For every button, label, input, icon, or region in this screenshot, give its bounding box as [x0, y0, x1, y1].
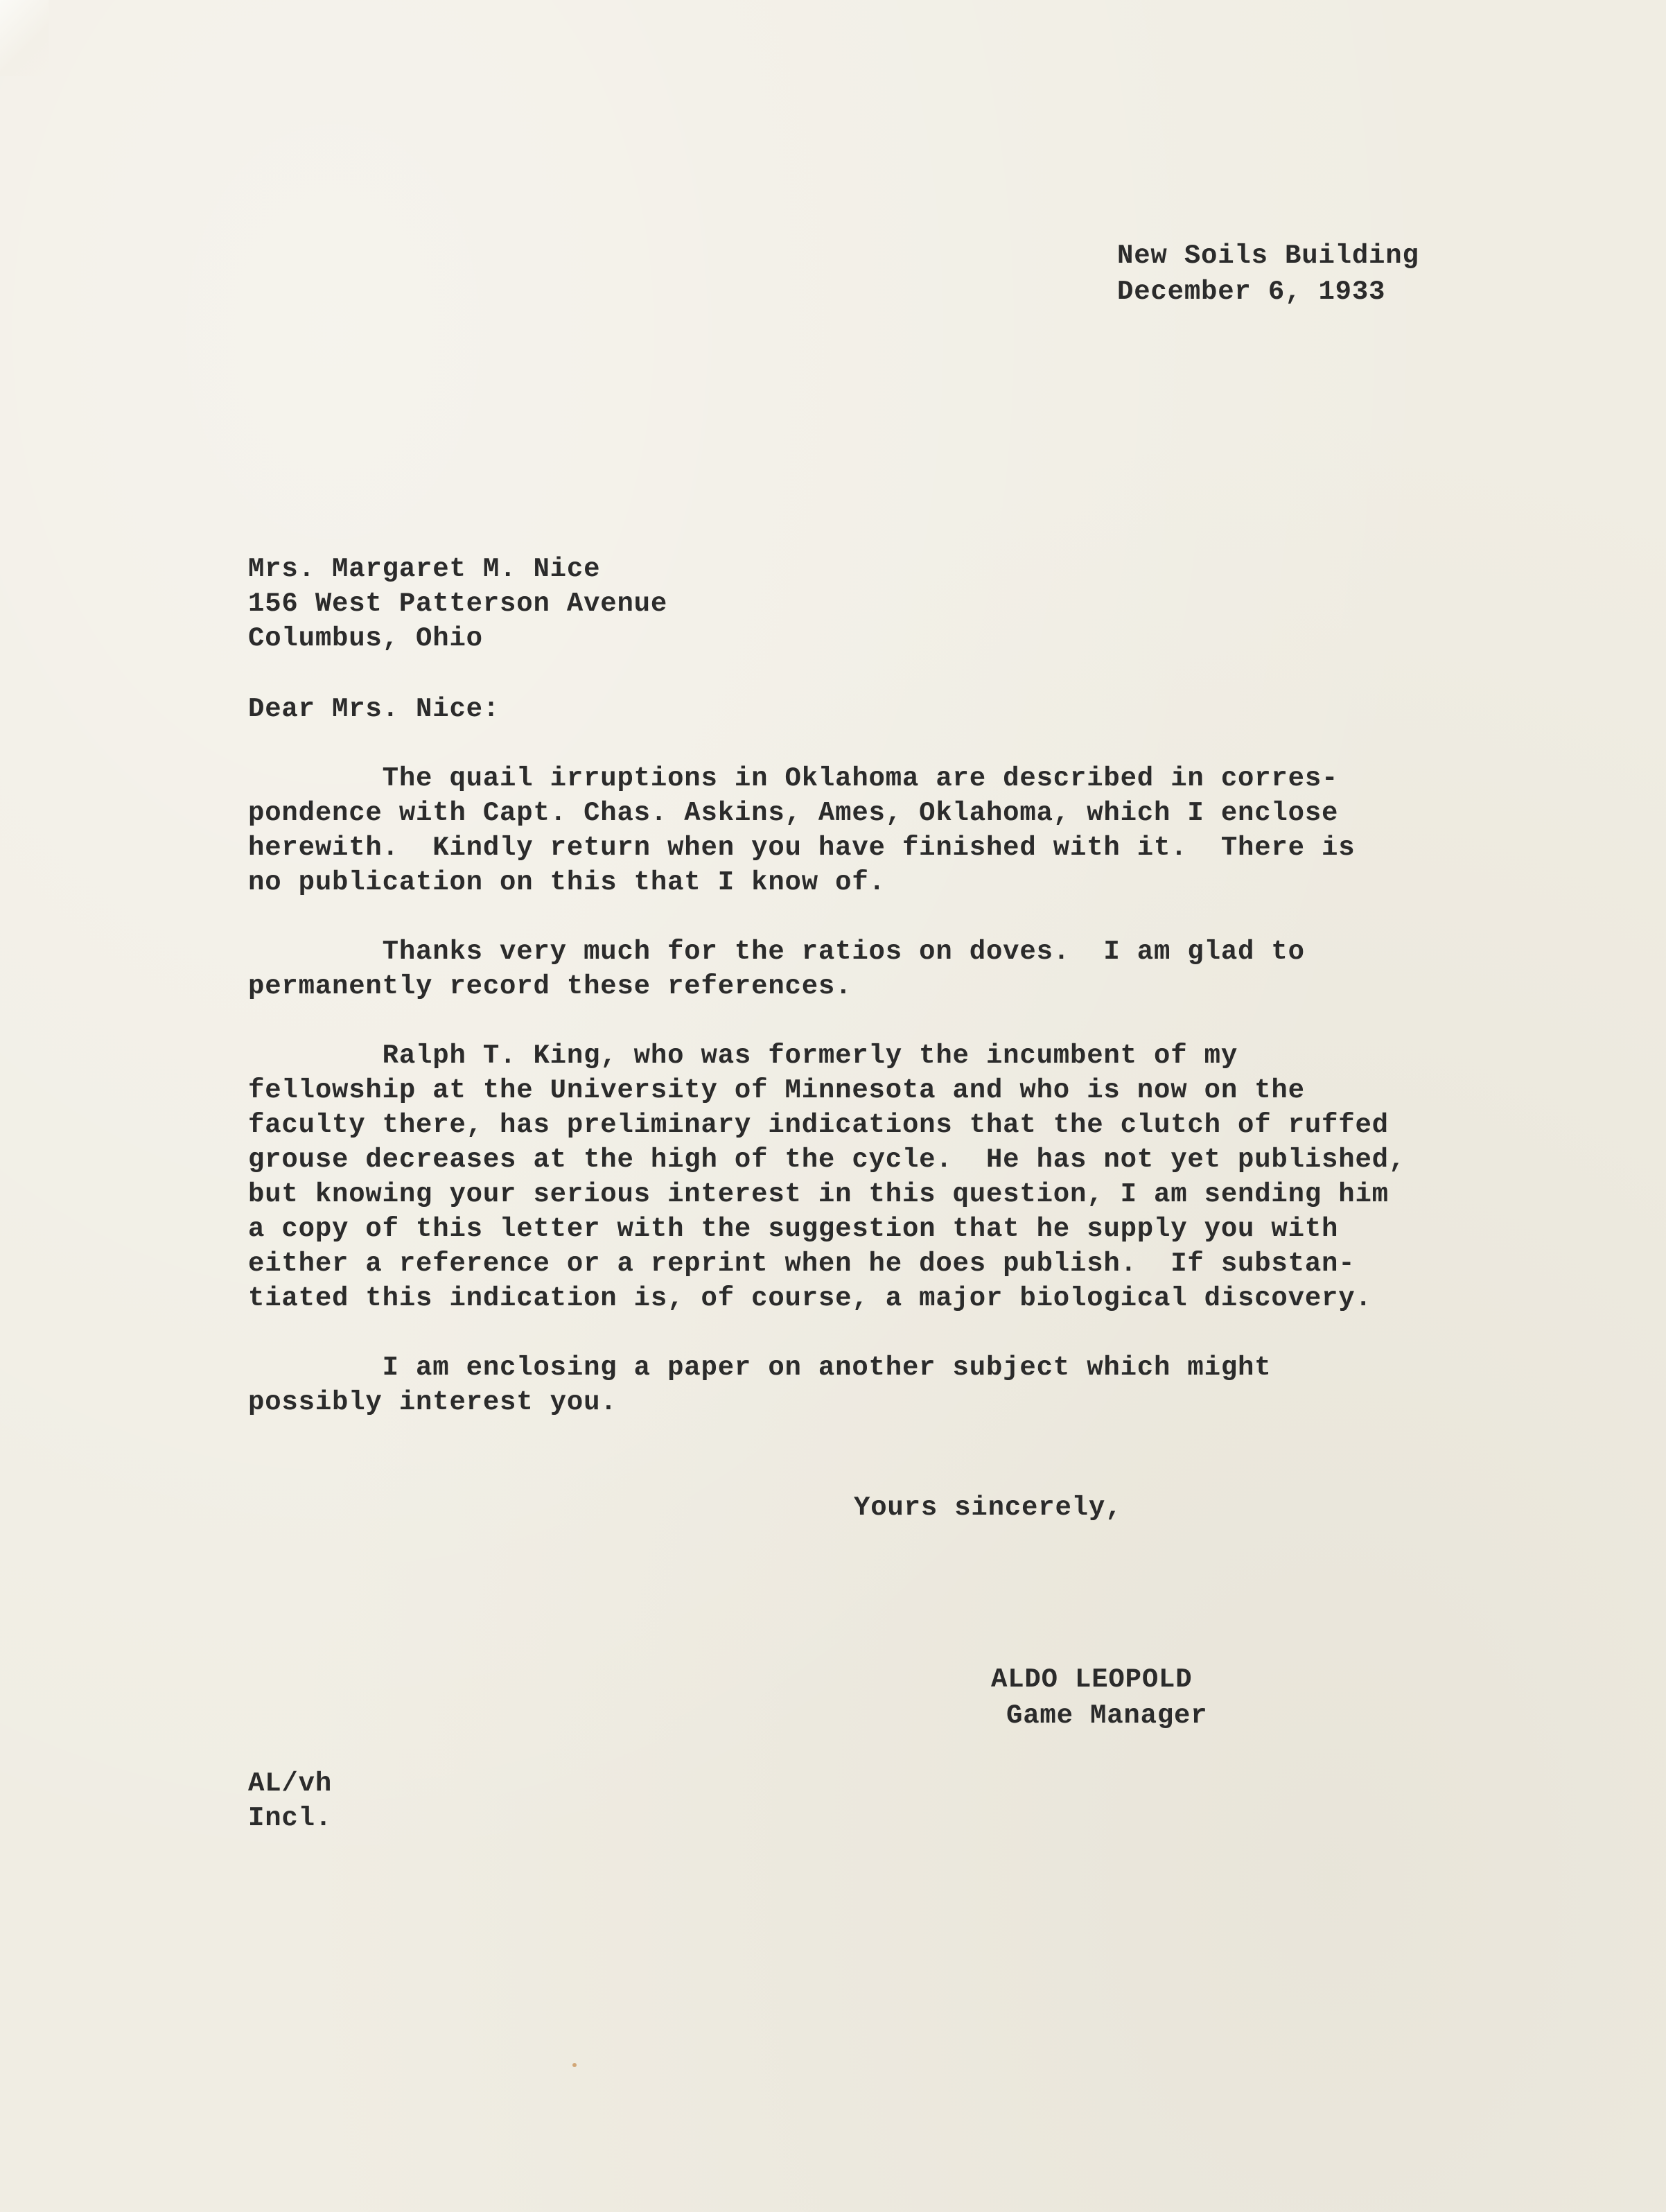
body-line: but knowing your serious interest in this question, I am sending him	[248, 1179, 1389, 1210]
signature-title: Game Manager	[1006, 1700, 1208, 1731]
heading-place: New Soils Building	[1117, 241, 1419, 271]
body-line: faculty there, has preliminary indications that the clutch of ruffed	[248, 1110, 1389, 1140]
paper-stain	[572, 2063, 577, 2067]
recipient-street: 156 West Patterson Avenue	[248, 589, 668, 619]
body-line: fellowship at the University of Minnesota and who is now on the	[248, 1075, 1305, 1106]
body-line: I am enclosing a paper on another subject which might	[248, 1352, 1272, 1383]
body-line: Ralph T. King, who was formerly the incumbent of my	[248, 1040, 1238, 1071]
body-line: possibly interest you.	[248, 1387, 617, 1418]
recipient-city: Columbus, Ohio	[248, 623, 483, 654]
body-line: a copy of this letter with the suggestion that he supply you with	[248, 1214, 1339, 1244]
signature-name: ALDO LEOPOLD	[991, 1664, 1193, 1695]
reference-initials: AL/vh	[248, 1768, 333, 1799]
body-line: tiated this indication is, of course, a major biological discovery.	[248, 1283, 1372, 1314]
body-line: The quail irruptions in Oklahoma are described in corres-	[248, 763, 1339, 794]
body-line: herewith. Kindly return when you have finished with it. There is	[248, 833, 1356, 863]
torn-corner	[0, 0, 49, 76]
enclosure-note: Incl.	[248, 1803, 333, 1834]
body-line: grouse decreases at the high of the cycle. He has not yet published,	[248, 1144, 1406, 1175]
salutation: Dear Mrs. Nice:	[248, 694, 500, 724]
heading-date: December 6, 1933	[1117, 277, 1386, 307]
closing: Yours sincerely,	[854, 1492, 1123, 1523]
body-line: pondence with Capt. Chas. Askins, Ames, Oklahoma, which I enclose	[248, 798, 1339, 828]
body-line: Thanks very much for the ratios on doves. I am glad to	[248, 937, 1305, 967]
body-line: no publication on this that I know of.	[248, 867, 886, 898]
body-line: permanently record these references.	[248, 971, 852, 1002]
body-line: either a reference or a reprint when he does publish. If substan-	[248, 1248, 1356, 1279]
recipient-name: Mrs. Margaret M. Nice	[248, 554, 601, 584]
